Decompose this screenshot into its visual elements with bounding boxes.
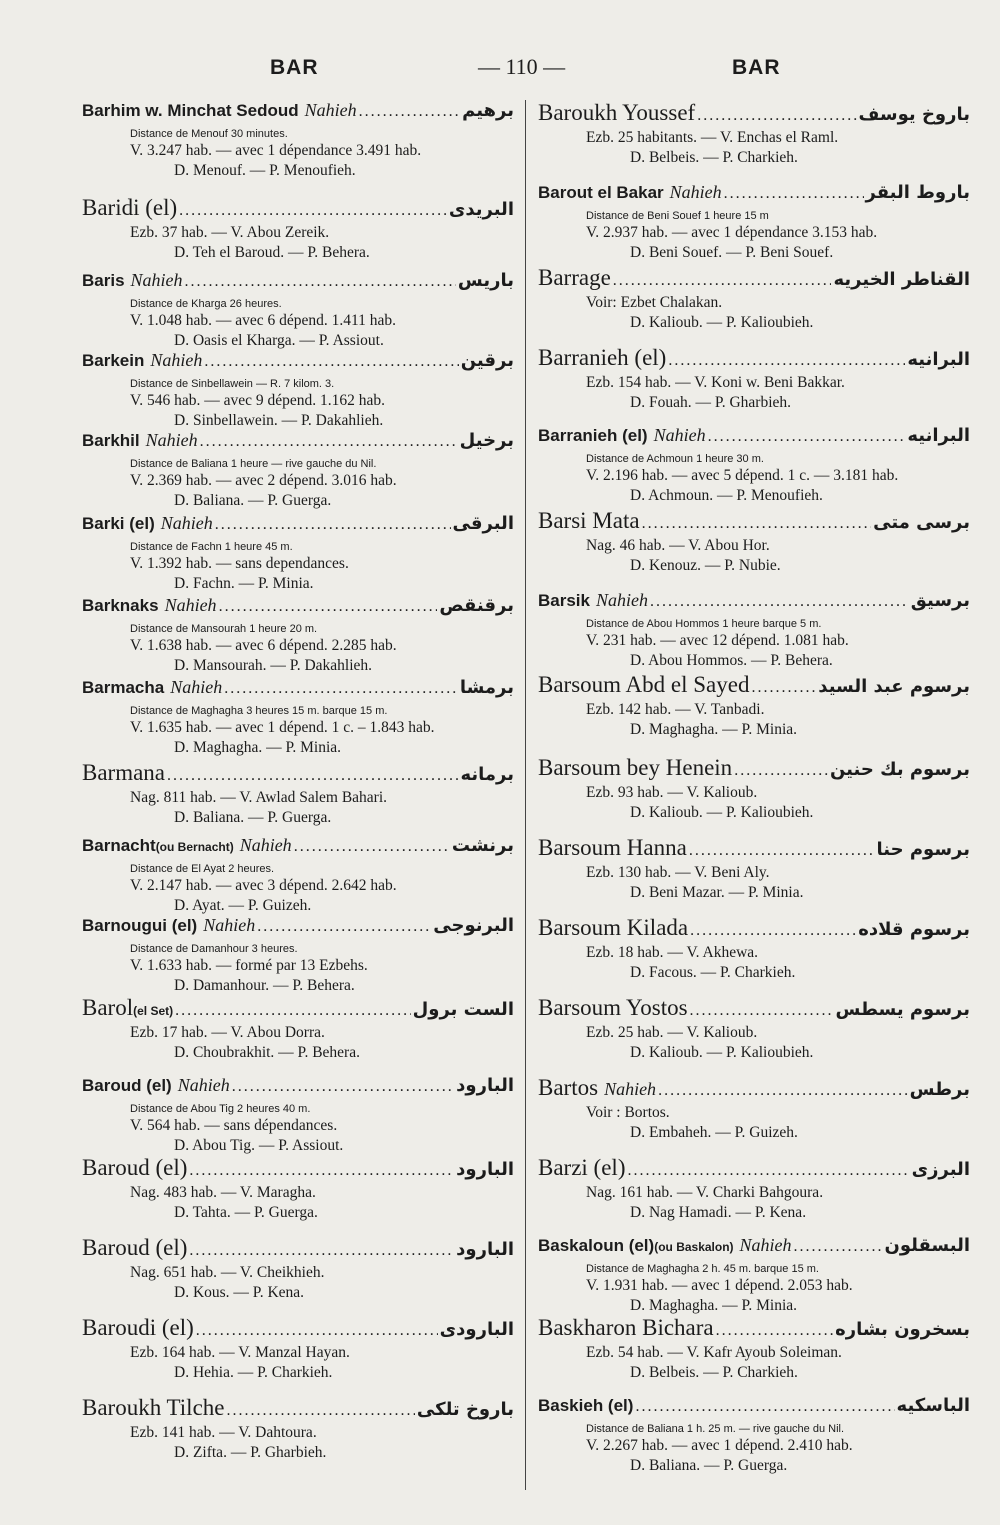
population-line: Nag. 811 hab. — V. Awlad Salem Bahari. <box>130 789 388 806</box>
gazetteer-entry <box>538 182 970 263</box>
distance-note: Distance de Abou Hommos 1 heure barque 5 m. <box>586 618 822 630</box>
district-line: D. Abou Hommos. — P. Behera. <box>630 652 833 669</box>
entry-heading <box>82 835 514 863</box>
place-name: Barsoum Yostos <box>538 995 688 1020</box>
gazetteer-entry <box>82 270 514 351</box>
entry-heading <box>538 1235 970 1263</box>
population-line: V. 1.635 hab. — avec 1 dépend. 1 c. – 1.843 hab. <box>130 719 435 736</box>
district-line: D. Baliana. — P. Guerga. <box>630 1457 788 1474</box>
arabic-name: برسى متى <box>873 512 970 533</box>
gazetteer-entry <box>82 677 514 758</box>
gazetteer-entry <box>538 915 970 983</box>
entry-heading <box>538 1155 970 1183</box>
leader-dots <box>215 516 451 534</box>
gazetteer-entry <box>82 1075 514 1156</box>
entry-heading <box>82 1395 514 1423</box>
place-name-variant: (ou Baskalon) <box>654 1240 734 1254</box>
gazetteer-entry <box>538 508 970 576</box>
distance-note: Distance de Maghagha 3 heures 15 m. barque 15 m. <box>130 705 388 717</box>
page-number: — 110 — <box>478 54 566 79</box>
arabic-name: برمانه <box>460 764 514 785</box>
leader-dots <box>751 679 816 697</box>
district-line: D. Achmoun. — P. Menoufieh. <box>630 487 823 504</box>
gazetteer-entry <box>82 1155 514 1223</box>
district-line: D. Teh el Baroud. — P. Behera. <box>174 244 370 261</box>
place-type: Nahieh <box>203 915 256 935</box>
leader-dots <box>224 680 458 698</box>
entry-heading <box>82 1075 514 1103</box>
running-head-left: BAR <box>270 56 319 79</box>
gazetteer-entry <box>538 755 970 823</box>
population-line: Ezb. 154 hab. — V. Koni w. Beni Bakkar. <box>586 374 845 391</box>
population-line: Ezb. 54 hab. — V. Kafr Ayoub Soleiman. <box>586 1344 842 1361</box>
place-name: Bartos <box>538 1075 599 1100</box>
distance-note: Distance de Abou Tig 2 heures 40 m. <box>130 1103 311 1115</box>
entry-heading <box>82 100 514 128</box>
population-line: Ezb. 37 hab. — V. Abou Zereik. <box>130 224 330 241</box>
place-type: Nahieh <box>177 1075 230 1095</box>
place-name: Barsoum Kilada <box>538 915 689 940</box>
population-line: Ezb. 25 hab. — V. Kalioub. <box>586 1024 758 1041</box>
place-type: Nahieh <box>164 595 217 615</box>
district-line: D. Damanhour. — P. Behera. <box>174 977 355 994</box>
arabic-name: باروخ يوسف <box>858 104 970 125</box>
population-line: V. 231 hab. — avec 12 dépend. 1.081 hab. <box>586 632 849 649</box>
gazetteer-entry <box>82 760 514 828</box>
gazetteer-entry <box>82 100 514 181</box>
leader-dots <box>359 103 460 121</box>
population-line: V. 1.633 hab. — formé par 13 Ezbehs. <box>130 957 368 974</box>
place-name: Baskharon Bichara <box>538 1315 714 1340</box>
gazetteer-entry <box>82 350 514 431</box>
entry-heading <box>538 345 970 373</box>
entry-heading <box>82 760 514 788</box>
population-line: V. 564 hab. — sans dépendances. <box>130 1117 338 1134</box>
place-type: Nahieh <box>669 182 722 202</box>
place-name-variant: (el Set) <box>133 1004 174 1018</box>
leader-dots <box>627 1162 909 1180</box>
leader-dots <box>716 1322 833 1340</box>
leader-dots <box>658 1082 908 1100</box>
entry-heading <box>538 915 970 943</box>
arabic-name: برسوم عبد السيد <box>818 676 970 697</box>
population-line: V. 2.937 hab. — avec 1 dépendance 3.153 hab. <box>586 224 878 241</box>
district-line: D. Tahta. — P. Guerga. <box>174 1204 318 1221</box>
arabic-name: برقين <box>460 350 514 371</box>
place-name: Barkein <box>82 351 145 370</box>
entry-heading <box>538 672 970 700</box>
place-name: Barsoum bey Henein <box>538 755 733 780</box>
population-line: Ezb. 17 hab. — V. Abou Dorra. <box>130 1024 325 1041</box>
arabic-name: البرنوجى <box>433 915 514 936</box>
distance-note: Distance de Menouf 30 minutes. <box>130 128 288 140</box>
district-line: D. Embaheh. — P. Guizeh. <box>630 1124 798 1141</box>
leader-dots <box>294 838 450 856</box>
leader-dots <box>690 1002 834 1020</box>
gazetteer-entry <box>538 590 970 671</box>
place-name: Baroukh Tilche <box>82 1395 225 1420</box>
leader-dots <box>635 1398 894 1416</box>
gazetteer-entry <box>538 345 970 413</box>
arabic-name: برهيم <box>462 100 514 121</box>
district-line: D. Kous. — P. Kena. <box>174 1284 305 1301</box>
place-name: Baris <box>82 271 125 290</box>
distance-note: Distance de Achmoun 1 heure 30 m. <box>586 453 764 465</box>
place-name: Barsoum Abd el Sayed <box>538 672 750 697</box>
place-name: Barnacht <box>82 836 156 855</box>
population-line: V. 546 hab. — avec 9 dépend. 1.162 hab. <box>130 392 385 409</box>
leader-dots <box>642 515 872 533</box>
place-name: Barol <box>82 995 134 1020</box>
gazetteer-entry <box>82 1395 514 1463</box>
place-type: Nahieh <box>145 430 198 450</box>
district-line: D. Kenouz. — P. Nubie. <box>630 557 781 574</box>
place-name: Baroudi (el) <box>82 1315 194 1340</box>
population-line: Ezb. 18 hab. — V. Akhewa. <box>586 944 759 961</box>
distance-note: Distance de Fachn 1 heure 45 m. <box>130 541 293 553</box>
place-type: Nahieh <box>150 350 203 370</box>
entry-heading <box>538 1315 970 1343</box>
gazetteer-entry <box>538 672 970 740</box>
leader-dots <box>689 842 875 860</box>
leader-dots <box>179 202 447 220</box>
arabic-name: البرقى <box>452 513 514 534</box>
running-head-right: BAR <box>732 56 781 79</box>
entry-heading <box>538 1075 970 1103</box>
gazetteer-entry <box>538 1395 970 1476</box>
population-line: Voir : Bortos. <box>586 1104 670 1121</box>
place-type: Nahieh <box>604 1079 657 1099</box>
leader-dots <box>232 1078 454 1096</box>
arabic-name: البرانيه <box>907 425 970 446</box>
place-type: Nahieh <box>239 835 292 855</box>
district-line: D. Sinbellawein. — P. Dakahlieh. <box>174 412 384 429</box>
entry-heading <box>82 430 514 458</box>
arabic-name: البارود <box>456 1239 514 1260</box>
population-line: Ezb. 141 hab. — V. Dahtoura. <box>130 1424 317 1441</box>
place-name: Barmana <box>82 760 166 785</box>
place-type: Nahieh <box>160 513 213 533</box>
entry-heading <box>82 1155 514 1183</box>
gazetteer-entry <box>538 1235 970 1316</box>
population-line: V. 3.247 hab. — avec 1 dépendance 3.491 hab. <box>130 142 422 159</box>
distance-note: Distance de Kharga 26 heures. <box>130 298 282 310</box>
leader-dots <box>690 922 856 940</box>
place-name: Barranieh (el) <box>538 426 648 445</box>
district-line: D. Beni Mazar. — P. Minia. <box>630 884 804 901</box>
entry-heading <box>538 100 970 128</box>
population-line: V. 1.048 hab. — avec 6 dépend. 1.411 hab. <box>130 312 397 329</box>
district-line: D. Belbeis. — P. Charkieh. <box>630 1364 798 1381</box>
leader-dots <box>724 185 864 203</box>
entry-heading <box>82 1235 514 1263</box>
place-type: Nahieh <box>304 100 357 120</box>
population-line: Nag. 651 hab. — V. Cheikhieh. <box>130 1264 325 1281</box>
gazetteer-entry <box>538 835 970 903</box>
place-name: Barhim w. Minchat Sedoud <box>82 101 299 120</box>
population-line: V. 2.267 hab. — avec 1 dépend. 2.410 hab. <box>586 1437 853 1454</box>
gazetteer-entry <box>82 430 514 511</box>
place-type: Nahieh <box>739 1235 792 1255</box>
population-line: Ezb. 130 hab. — V. Beni Aly. <box>586 864 770 881</box>
entry-heading <box>538 995 970 1023</box>
entry-heading <box>538 182 970 210</box>
leader-dots <box>613 272 832 290</box>
arabic-name: القناطر الخيريه <box>833 269 970 290</box>
entry-heading <box>538 265 970 293</box>
arabic-name: برسيق <box>910 590 970 611</box>
place-name: Baridi (el) <box>82 195 178 220</box>
gazetteer-entry <box>538 1075 970 1143</box>
arabic-name: البرزى <box>911 1159 970 1180</box>
entry-heading <box>82 513 514 541</box>
gazetteer-entry <box>82 1315 514 1383</box>
leader-dots <box>794 1238 883 1256</box>
page-header <box>0 52 1000 86</box>
place-name: Baroukh Youssef <box>538 100 696 125</box>
place-name: Baskieh (el) <box>538 1396 634 1415</box>
place-type: Nahieh <box>170 677 223 697</box>
place-name: Barout el Bakar <box>538 183 664 202</box>
arabic-name: البريدى <box>448 199 514 220</box>
arabic-name: البارود <box>456 1075 514 1096</box>
arabic-name: برسوم قلاده <box>858 919 970 940</box>
population-line: V. 2.147 hab. — avec 3 dépend. 2.642 hab. <box>130 877 397 894</box>
arabic-name: برسوم بك حنين <box>829 759 970 780</box>
distance-note: Distance de Damanhour 3 heures. <box>130 943 298 955</box>
arabic-name: الست برول <box>412 999 514 1020</box>
leader-dots <box>708 428 906 446</box>
district-line: D. Baliana. — P. Guerga. <box>174 809 332 826</box>
entry-heading <box>82 595 514 623</box>
population-line: Nag. 161 hab. — V. Charki Bahgoura. <box>586 1184 824 1201</box>
arabic-name: باروط البقر <box>865 182 970 203</box>
arabic-name: باريس <box>457 270 514 291</box>
place-name: Barsi Mata <box>538 508 640 533</box>
district-line: D. Zifta. — P. Gharbieh. <box>174 1444 327 1461</box>
district-line: D. Menouf. — P. Menoufieh. <box>174 162 356 179</box>
arabic-name: برخيل <box>459 430 514 451</box>
place-name: Barsik <box>538 591 590 610</box>
leader-dots <box>200 433 458 451</box>
arabic-name: برمشا <box>459 677 514 698</box>
population-line: Ezb. 93 hab. — V. Kalioub. <box>586 784 758 801</box>
population-line: V. 2.369 hab. — avec 2 dépend. 3.016 hab. <box>130 472 397 489</box>
leader-dots <box>650 593 909 611</box>
leader-dots <box>257 918 431 936</box>
leader-dots <box>204 353 458 371</box>
gazetteer-entry <box>538 265 970 333</box>
arabic-name: باروخ تلكى <box>416 1399 514 1420</box>
gazetteer-entry <box>82 915 514 996</box>
distance-note: Distance de Maghagha 2 h. 45 m. barque 15 m. <box>586 1263 819 1275</box>
place-name-variant: (ou Bernacht) <box>155 840 234 854</box>
district-line: D. Nag Hamadi. — P. Kena. <box>630 1204 807 1221</box>
place-name: Barzi (el) <box>538 1155 626 1180</box>
entry-heading <box>82 677 514 705</box>
district-line: D. Ayat. — P. Guizeh. <box>174 897 312 914</box>
district-line: D. Kalioub. — P. Kalioubieh. <box>630 314 814 331</box>
population-line: Ezb. 164 hab. — V. Manzal Hayan. <box>130 1344 350 1361</box>
distance-note: Distance de Baliana 1 heure — rive gauche du Nil. <box>130 458 377 470</box>
place-name: Barmacha <box>82 678 165 697</box>
arabic-name: البارود <box>456 1159 514 1180</box>
distance-note: Distance de El Ayat 2 heures. <box>130 863 275 875</box>
arabic-name: برنشت <box>451 835 514 856</box>
leader-dots <box>175 1002 411 1020</box>
place-name: Barranieh (el) <box>538 345 667 370</box>
gazetteer-entry <box>538 100 970 168</box>
leader-dots <box>189 1242 454 1260</box>
arabic-name: برطس <box>909 1079 970 1100</box>
entry-heading <box>82 195 514 223</box>
leader-dots <box>185 273 456 291</box>
leader-dots <box>668 352 905 370</box>
entry-heading <box>82 350 514 378</box>
district-line: D. Mansourah. — P. Dakahlieh. <box>174 657 373 674</box>
district-line: D. Maghagha. — P. Minia. <box>174 739 342 756</box>
population-line: Ezb. 142 hab. — V. Tanbadi. <box>586 701 765 718</box>
place-name: Barki (el) <box>82 514 155 533</box>
place-name: Baroud (el) <box>82 1076 172 1095</box>
leader-dots <box>189 1162 454 1180</box>
arabic-name: برقنقص <box>439 595 514 616</box>
entry-heading <box>82 270 514 298</box>
arabic-name: البرانيه <box>907 349 970 370</box>
entry-heading <box>538 835 970 863</box>
population-line: V. 1.931 hab. — avec 1 dépend. 2.053 hab. <box>586 1277 853 1294</box>
population-line: Nag. 46 hab. — V. Abou Hor. <box>586 537 770 554</box>
leader-dots <box>734 762 828 780</box>
gazetteer-entry <box>538 995 970 1063</box>
population-line: Nag. 483 hab. — V. Maragha. <box>130 1184 316 1201</box>
population-line: Ezb. 25 habitants. — V. Enchas el Raml. <box>586 129 839 146</box>
district-line: D. Fouah. — P. Gharbieh. <box>630 394 792 411</box>
arabic-name: بسخرون بشاره <box>835 1319 970 1340</box>
distance-note: Distance de Beni Souef 1 heure 15 m <box>586 210 769 222</box>
place-type: Nahieh <box>130 270 183 290</box>
district-line: D. Hehia. — P. Charkieh. <box>174 1364 333 1381</box>
column-rule <box>525 100 526 1490</box>
entry-heading <box>82 1315 514 1343</box>
place-name: Baroud (el) <box>82 1155 188 1180</box>
district-line: D. Abou Tig. — P. Assiout. <box>174 1137 344 1154</box>
entry-heading <box>82 995 514 1023</box>
population-line: V. 1.638 hab. — avec 6 dépend. 2.285 hab. <box>130 637 397 654</box>
distance-note: Distance de Mansourah 1 heure 20 m. <box>130 623 318 635</box>
place-type: Nahieh <box>653 425 706 445</box>
entry-heading <box>82 915 514 943</box>
place-name: Barknaks <box>82 596 159 615</box>
gazetteer-entry <box>538 1155 970 1223</box>
population-line: V. 2.196 hab. — avec 5 dépend. 1 c. — 3.181 hab. <box>586 467 899 484</box>
district-line: D. Kalioub. — P. Kalioubieh. <box>630 1044 814 1061</box>
entry-heading <box>538 425 970 453</box>
gazetteer-entry <box>82 995 514 1063</box>
place-name: Baskaloun (el) <box>538 1236 655 1255</box>
gazetteer-entry <box>538 425 970 506</box>
district-line: D. Fachn. — P. Minia. <box>174 575 314 592</box>
gazetteer-entry <box>82 595 514 676</box>
district-line: D. Baliana. — P. Guerga. <box>174 492 332 509</box>
distance-note: Distance de Sinbellawein — R. 7 kilom. 3. <box>130 378 335 390</box>
district-line: D. Facous. — P. Charkieh. <box>630 964 796 981</box>
gazetteer-entry <box>82 513 514 594</box>
district-line: D. Choubrakhit. — P. Behera. <box>174 1044 360 1061</box>
gazetteer-entry <box>82 1235 514 1303</box>
population-line: V. 1.392 hab. — sans dependances. <box>130 555 349 572</box>
gazetteer-entry <box>82 835 514 916</box>
district-line: D. Maghagha. — P. Minia. <box>630 721 798 738</box>
distance-note: Distance de Baliana 1 h. 25 m. — rive gauche du Nil. <box>586 1423 845 1435</box>
place-type: Nahieh <box>595 590 648 610</box>
arabic-name: برسوم يسطس <box>835 999 970 1020</box>
place-name: Baroud (el) <box>82 1235 188 1260</box>
gazetteer-entry <box>82 195 514 263</box>
district-line: D. Kalioub. — P. Kalioubieh. <box>630 804 814 821</box>
leader-dots <box>167 767 458 785</box>
entry-heading <box>538 508 970 536</box>
arabic-name: البارودى <box>439 1319 514 1340</box>
district-line: D. Maghagha. — P. Minia. <box>630 1297 798 1314</box>
district-line: D. Oasis el Kharga. — P. Assiout. <box>174 332 384 349</box>
place-name: Barrage <box>538 265 611 290</box>
population-line: Voir: Ezbet Chalakan. <box>586 294 723 311</box>
place-name: Barsoum Hanna <box>538 835 687 860</box>
entry-heading <box>538 755 970 783</box>
place-name: Barkhil <box>82 431 140 450</box>
arabic-name: الباسكيه <box>896 1395 970 1416</box>
leader-dots <box>219 598 438 616</box>
district-line: D. Beni Souef. — P. Beni Souef. <box>630 244 834 261</box>
place-name: Barnougui (el) <box>82 916 198 935</box>
leader-dots <box>697 107 856 125</box>
entry-heading <box>538 1395 970 1423</box>
arabic-name: برسوم حنا <box>876 839 970 860</box>
leader-dots <box>196 1322 438 1340</box>
gazetteer-entry <box>538 1315 970 1383</box>
leader-dots <box>226 1402 414 1420</box>
entry-heading <box>538 590 970 618</box>
arabic-name: البسقلون <box>884 1235 970 1256</box>
district-line: D. Belbeis. — P. Charkieh. <box>630 149 798 166</box>
